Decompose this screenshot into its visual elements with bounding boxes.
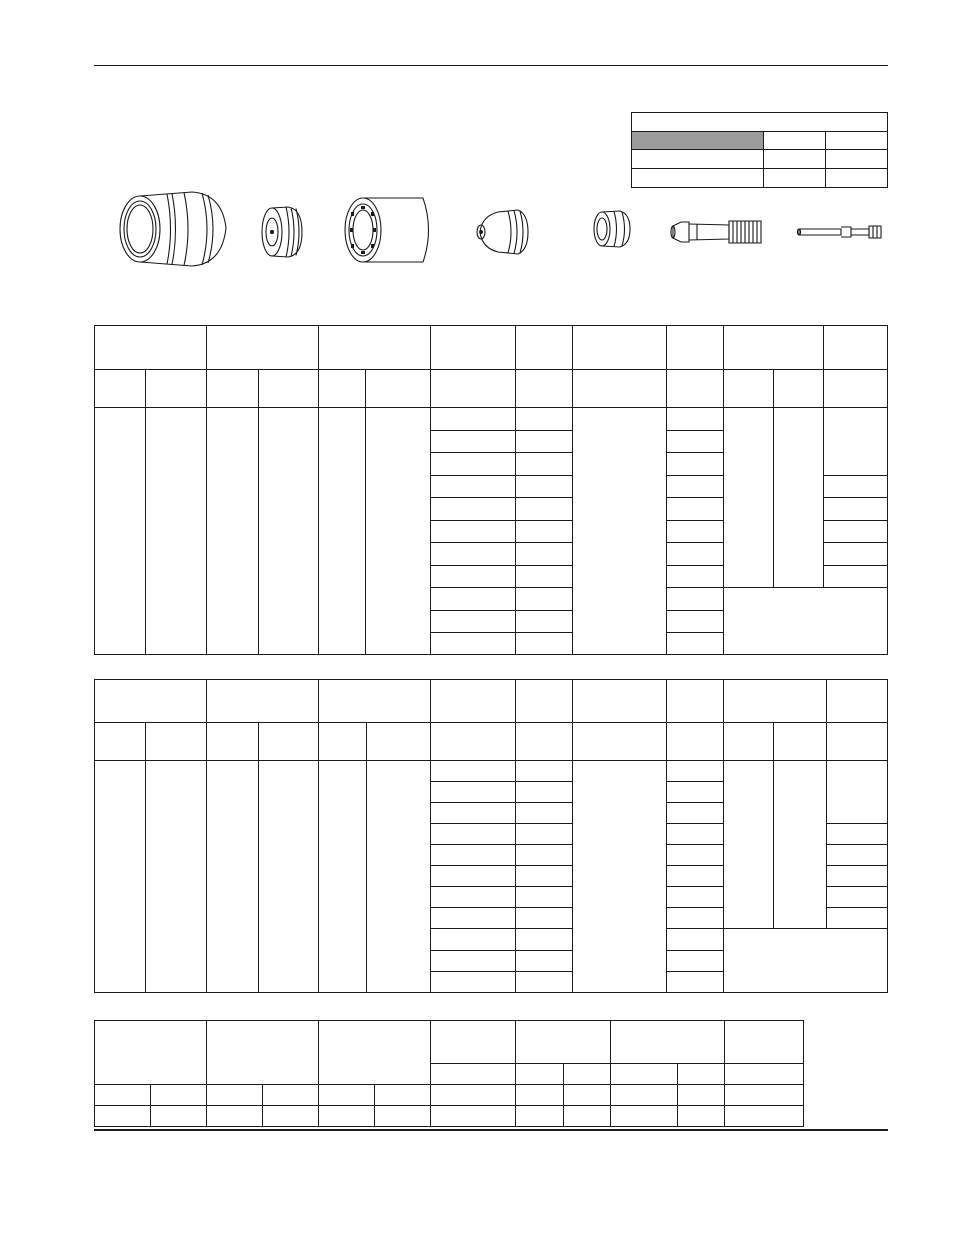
shield-icon [112,188,232,270]
electrode-icon [667,212,767,252]
shield-cap-icon [258,203,308,261]
swirl-ring-icon [588,208,636,250]
nozzle-icon [470,206,532,258]
water-tube-icon [795,220,887,244]
top-rule [94,65,888,66]
bottom-rule [94,1129,888,1131]
retaining-cap-icon [338,192,438,268]
